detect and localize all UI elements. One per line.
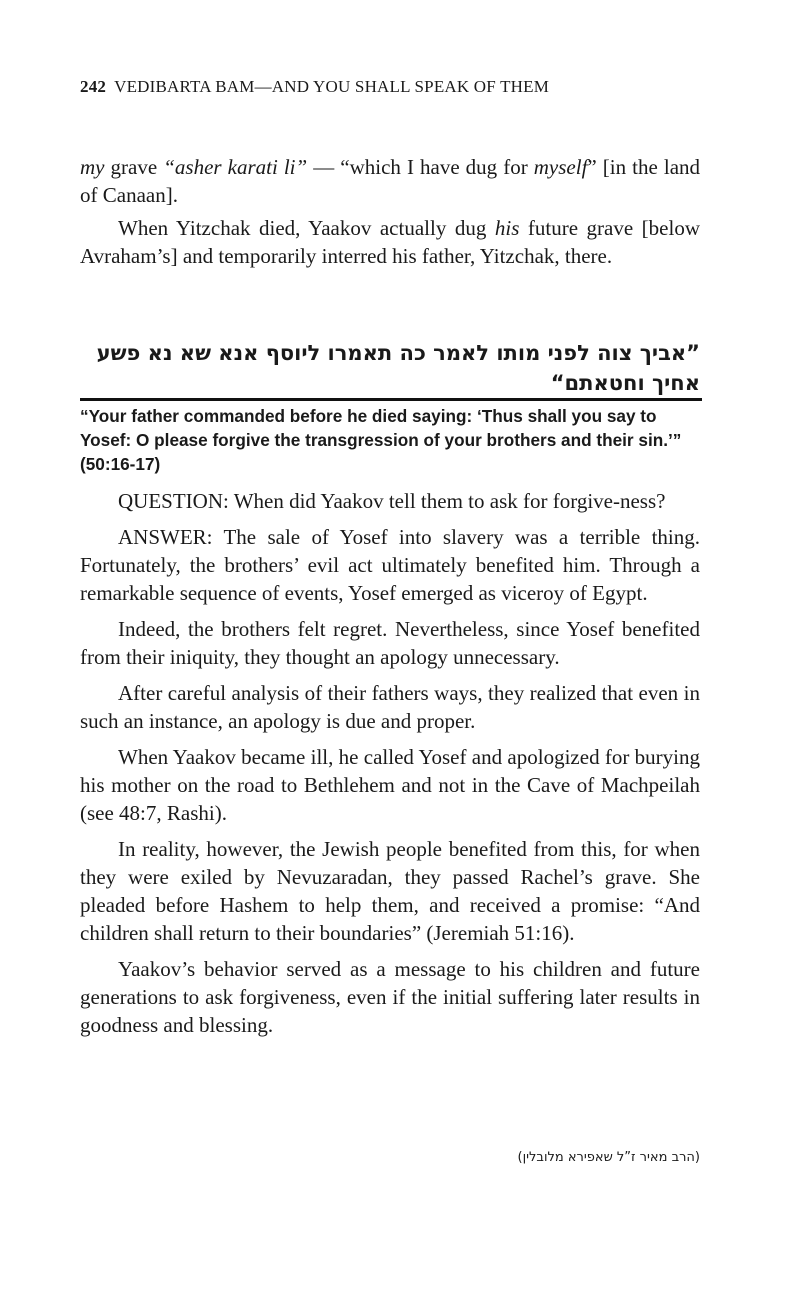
running-title: VEDIBARTA BAM—AND YOU SHALL SPEAK OF THEM (114, 77, 550, 96)
question-paragraph: QUESTION: When did Yaakov tell them to ask for forgive-ness? (118, 489, 666, 513)
hebrew-verse-line-2: אחיך וחטאתם“ (550, 371, 700, 395)
body-paragraph: Indeed, the brothers felt regret. Nevertheless, since Yosef benefited from their iniquity, they thought an apology unnecessary. (80, 617, 700, 669)
body-paragraph: In reality, however, the Jewish people benefited from this, for when they were exiled by Nevuzaradan, they passed Rachel’s grave. She pleaded before Hashem to help them, and received a promise: “And children shall return to their boundaries” (Jeremiah 51:16). (80, 837, 700, 945)
body-paragraph: Yaakov’s behavior served as a message to his children and future generations to ask forgiveness, even if the initial suffering later results in goodness and blessing. (80, 957, 700, 1037)
commentary-body (80, 487, 700, 1039)
body-paragraph: When Yaakov became ill, he called Yosef and apologized for burying his mother on the road to Bethlehem and not in the Cave of Machpeilah (see 48:7, Rashi). (80, 745, 700, 825)
answer-paragraph: ANSWER: The sale of Yosef into slavery was a terrible thing. Fortunately, the brothers’ evil act ultimately benefited him. Through a remarkable sequence of events, Yosef emerged as viceroy of Egypt. (80, 525, 700, 605)
running-header (80, 77, 549, 97)
intro-paragraph-2: When Yitzchak died, Yaakov actually dug his future grave [below Avraham’s] and temporarily interred his father, Yitzchak, there. (80, 216, 700, 268)
hebrew-verse-line-1: ”אביך צוה לפני מותו לאמר כה תאמרו ליוסף אנא שא נא פשע (96, 341, 700, 365)
page-number: 242 (80, 77, 107, 96)
intro-paragraph-1: my grave “asher karati li” — “which I have dug for myself” [in the land of Canaan]. (80, 155, 701, 207)
verse-translation: “Your father commanded before he died saying: ‘Thus shall you say to Yosef: O please forgive the transgression of your brothers and their sin.’” (50:16-17) (80, 406, 682, 474)
source-attribution: (הרב מאיר ז”ל שאפירא מלובלין) (517, 1150, 700, 1165)
verse-divider (80, 398, 702, 401)
hebrew-verse (80, 338, 700, 398)
body-paragraph: After careful analysis of their fathers ways, they realized that even in such an instance, an apology is due and proper. (80, 681, 700, 733)
